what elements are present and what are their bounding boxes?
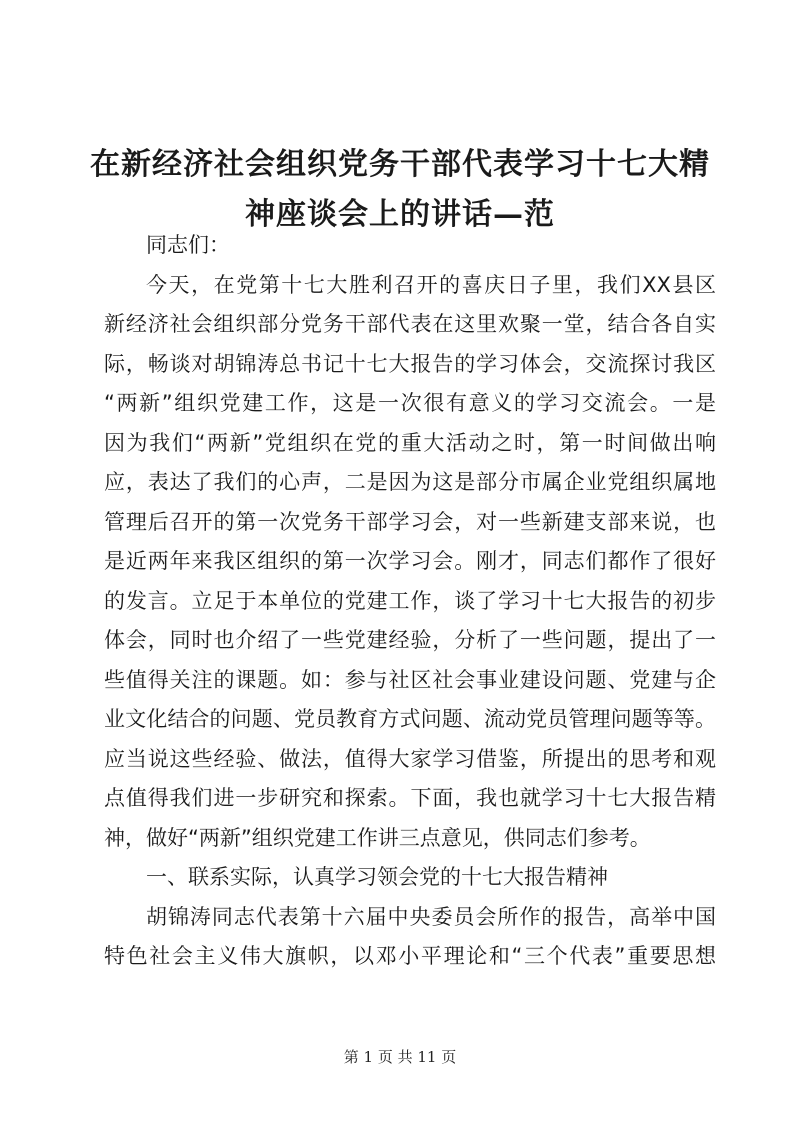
paragraph-line: 新经济社会组织部分党务干部代表在这里欢聚一堂，结合各自实 (104, 312, 716, 336)
paragraph-line: 因为我们“两新”党组织在党的重大活动之时，第一时间做出响 (104, 430, 716, 455)
paragraph-line: 际，畅谈对胡锦涛总书记十七大报告的学习体会，交流探讨我区 (104, 351, 716, 376)
paragraph-line: 胡锦涛同志代表第十六届中央委员会所作的报告，高举中国 (146, 904, 716, 929)
paragraph-line: “两新”组织党建工作，这是一次很有意义的学习交流会。一是 (104, 391, 716, 415)
document-title (90, 140, 710, 240)
paragraph-line: 应当说这些经验、做法，值得大家学习借鉴，所提出的思考和观 (104, 746, 716, 771)
paragraph-line: 点值得我们进一步研究和探索。下面，我也就学习十七大报告精 (104, 786, 716, 810)
paragraph-line: 神，做好“两新”组织党建工作讲三点意见，供同志们参考。 (104, 825, 651, 850)
paragraph-line: 特色社会主义伟大旗帜，以邓小平理论和“三个代表”重要思想 (104, 944, 716, 968)
paragraph-line: 些值得关注的课题。如：参与社区社会事业建设问题、党建与企 (104, 667, 716, 692)
section-heading: 一、联系实际，认真学习领会党的十七大报告精神 (146, 865, 608, 889)
document-body (104, 226, 716, 977)
paragraph-line: 是近两年来我区组织的第一次学习会。刚才，同志们都作了很好 (104, 549, 716, 573)
paragraph-line: 今天，在党第十七大胜利召开的喜庆日子里，我们XX县区 (146, 272, 716, 297)
page-footer: 第 1 页 共 11 页 (343, 1048, 457, 1066)
paragraph-line: 管理后召开的第一次党务干部学习会，对一些新建支部来说，也 (104, 509, 716, 534)
paragraph-line: 体会，同时也介绍了一些党建经验，分析了一些问题，提出了一 (104, 628, 716, 652)
salutation: 同志们： (146, 233, 230, 257)
title-line: 神座谈会上的讲话—范 (245, 197, 555, 232)
paragraph-line: 的发言。立足于本单位的党建工作，谈了学习十七大报告的初步 (104, 588, 716, 613)
paragraph-line: 业文化结合的问题、党员教育方式问题、流动党员管理问题等等。 (104, 707, 716, 731)
title-line: 在新经济社会组织党务干部代表学习十七大精 (90, 147, 710, 182)
paragraph-line: 应，表达了我们的心声，二是因为这是部分市属企业党组织属地 (104, 470, 716, 494)
